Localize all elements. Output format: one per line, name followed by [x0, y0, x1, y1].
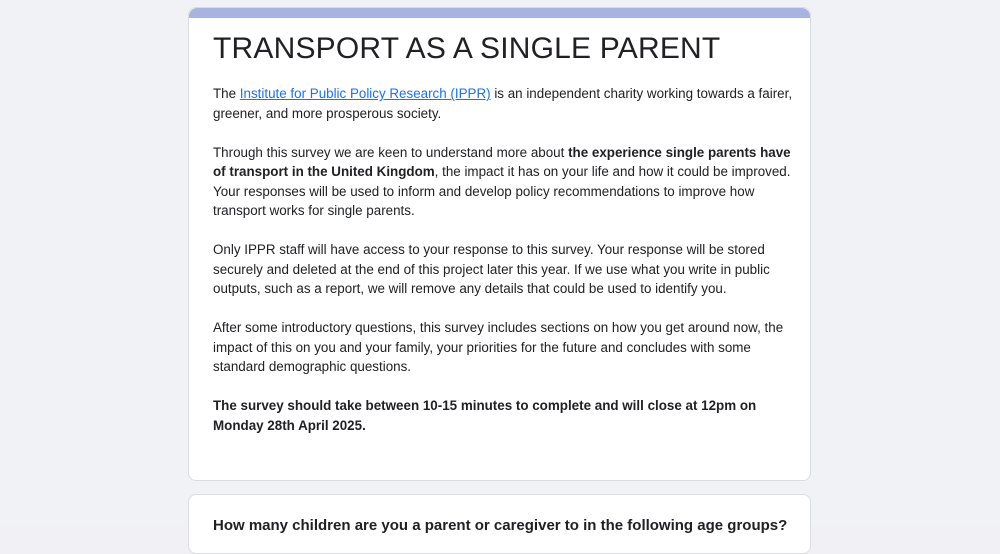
form-header-card — [188, 7, 811, 481]
form-description — [213, 84, 793, 455]
ippr-link[interactable]: Institute for Public Policy Research (IPPR) — [239, 86, 491, 101]
question-card — [188, 494, 811, 554]
theme-accent-bar — [189, 8, 810, 18]
form-title: TRANSPORT AS A SINGLE PARENT — [213, 32, 721, 65]
description-paragraph-2: Through this survey we are keen to understand more about the experience single parents have of transport in the United Kingdom, the impact it has on your life and how it could be improved. Your responses will be used to inform and develop policy recommendations to improve how transport works for single parents. — [213, 144, 791, 218]
description-paragraph-5: The survey should take between 10-15 minutes to complete and will close at 12pm on Monday 28th April 2025. — [213, 398, 757, 433]
description-paragraph-3: Only IPPR staff will have access to your response to this survey. Your response will be stored securely and deleted at the end of this project later this year. If we use what you write in public outputs, such as a report, we will remove any details that could be used to identify you. — [213, 242, 770, 296]
description-paragraph-4: After some introductory questions, this survey includes sections on how you get around now, the impact of this on you and your family, your priorities for the future and concludes with some standard demographic questions. — [213, 320, 784, 374]
question-title: How many children are you a parent or caregiver to in the following age groups? — [213, 517, 788, 534]
description-paragraph-1: The Institute for Public Policy Research (IPPR) is an independent charity working towards a fairer, greener, and more prosperous society. — [213, 86, 793, 121]
